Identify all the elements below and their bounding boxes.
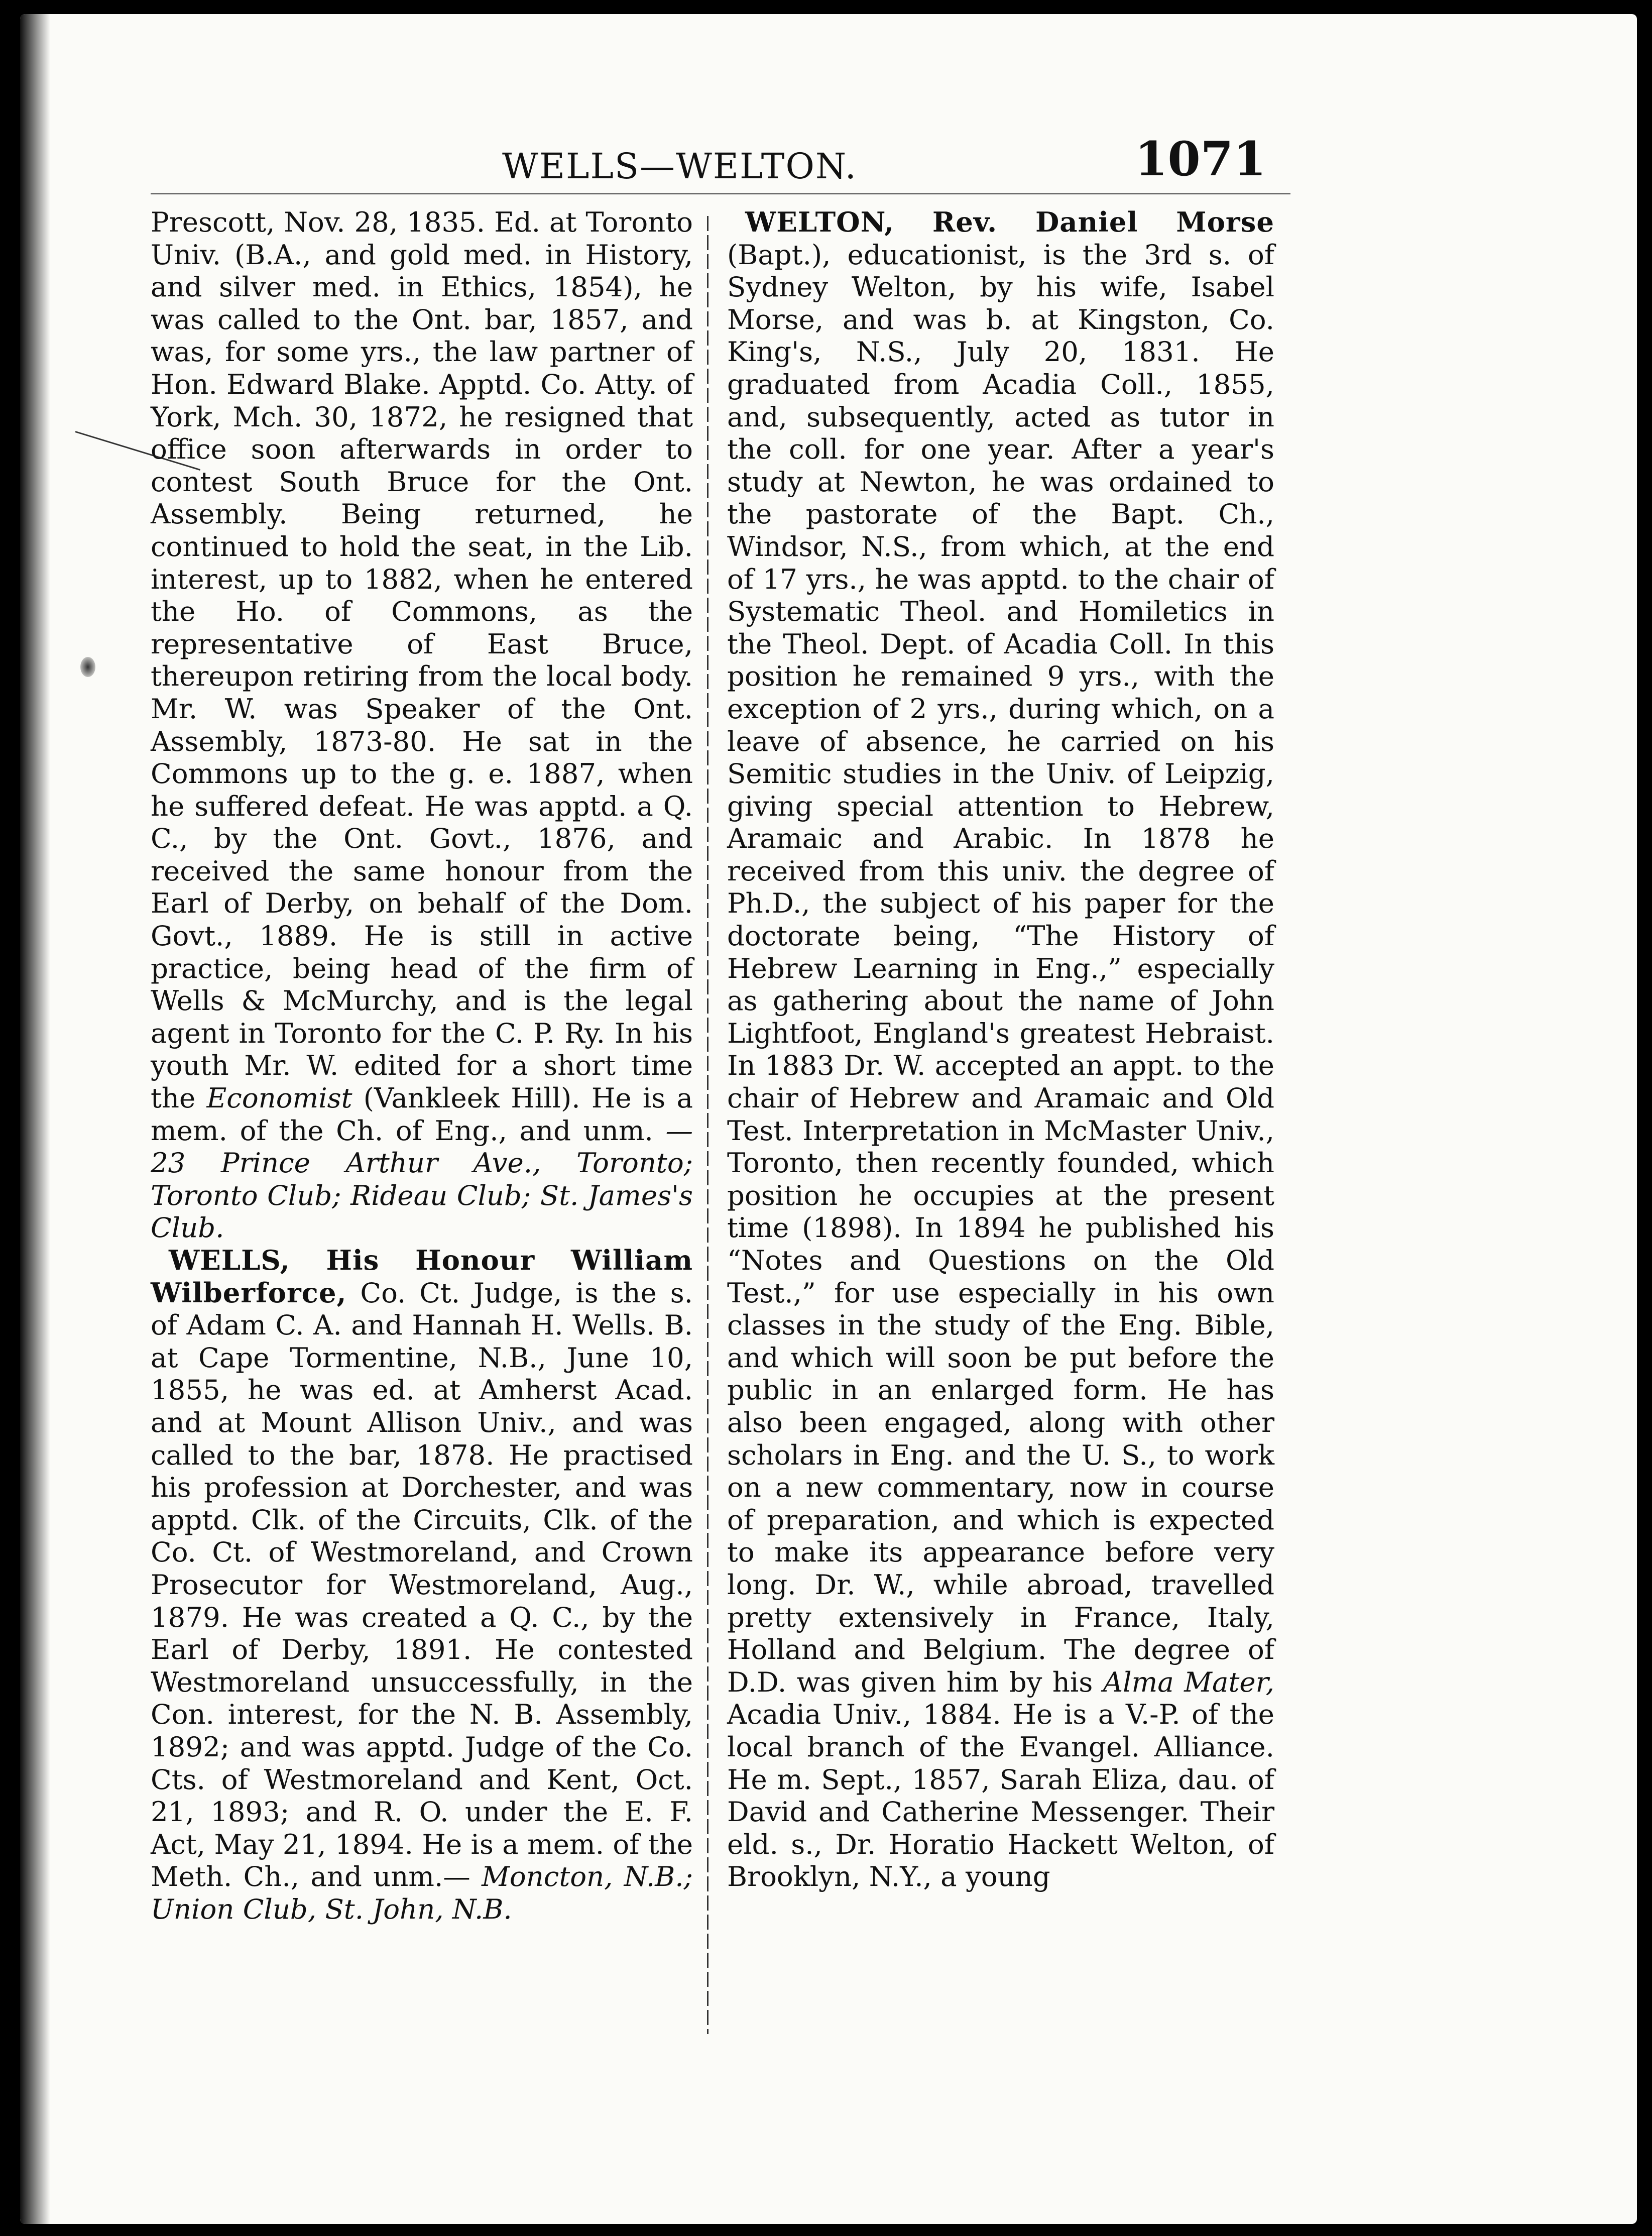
right-column: [727, 206, 1274, 1893]
entry-wells-william: [151, 1244, 693, 1925]
entry-address: —23 Prince Arthur Ave., Toronto; Toronto Club; Rideau Club; St. James's Club.: [151, 1114, 693, 1244]
entry-heading: WELLS, His Honour William Wilberforce,: [151, 1244, 693, 1309]
continued-entry-text-2: (Vankleek Hill). He is a mem. of the Ch. of Eng., and unm.: [151, 1082, 693, 1147]
publication-name: Economist: [206, 1082, 352, 1114]
page-edge-shadow: [20, 14, 50, 2224]
header-rule: [151, 193, 1290, 194]
entry-text: Co. Ct. Judge, is the s. of Adam C. A. and Hannah H. Wells. B. at Cape Tormentine, N.B., June 10, 1855, he was ed. at Amherst Acad. and at Mount Allison Univ., and was called to the bar, 1878. He practised his profession at Dorchester, and was apptd. Clk. of the Circuits, Clk. of the Co. Ct. of Westmoreland, and Crown Prosecutor for Westmoreland, Aug., 1879. He was created a Q. C., by the Earl of Derby, 1891. He contested Westmoreland unsuccessfully, in the Con. interest, for the N. B. Assembly, 1892; and was apptd. Judge of the Co. Cts. of Westmoreland and Kent, Oct. 21, 1893; and R. O. under the E. F. Act, May 21, 1894. He is a mem. of the Meth. Ch., and unm.—: [151, 1276, 693, 1893]
entry-text-2: Acadia Univ., 1884. He is a V.-P. of the local branch of the Evangel. Alliance. He m. Sept., 1857, Sarah Eliza, dau. of David and Catherine Messenger. Their eld. s., Dr. Horatio Hackett Welton, of Brooklyn, N.Y., a young: [727, 1698, 1274, 1893]
entry-address: Moncton, N.B.; Union Club, St. John, N.B.: [151, 1860, 693, 1925]
entry-text: (Bapt.), educationist, is the 3rd s. of Sydney Welton, by his wife, Isabel Morse, and was b. at Kingston, Co. King's, N.S., July 20, 1831. He graduated from Acadia Coll., 1855, and, subsequently, acted as tutor in the coll. for one year. After a year's study at Newton, he was ordained to the pastorate of the Bapt. Ch., Windsor, N.S., from which, at the end of 17 yrs., he was apptd. to the chair of Systematic Theol. and Homiletics in the Theol. Dept. of Acadia Coll. In this position he remained 9 yrs., with the exception of 2 yrs., during which, on a leave of absence, he carried on his Semitic studies in the Univ. of Leipzig, giving special attention to Hebrew, Aramaic and Arabic. In 1878 he received from this univ. the degree of Ph.D., the subject of his paper for the doctorate being, “The History of Hebrew Learning in Eng.,” especially as gathering about the name of John Lightfoot, England's greatest Hebraist. In 1883 Dr. W. accepted an appt. to the chair of Hebrew and Aramaic and Old Test. Interpretation in McMaster Univ., Toronto, then recently founded, which position he occupies at the present time (1898). In 1894 he published his “Notes and Questions on the Old Test.,” for use especially in his own classes in the study of the Eng. Bible, and which will soon be put before the public in an enlarged form. He has also been engaged, along with other scholars in Eng. and the U. S., to work on a new commentary, now in course of preparation, and which is expected to make its appearance before very long. Dr. W., while abroad, travelled pretty extensively in France, Italy, Holland and Belgium. The degree of D.D. was given him by his: [727, 238, 1274, 1698]
continued-entry: [151, 206, 693, 1244]
ink-smudge: [80, 657, 95, 677]
alma-mater-italic: Alma Mater,: [1103, 1665, 1275, 1698]
column-divider: [707, 216, 709, 2034]
left-column: [151, 206, 693, 1925]
running-header: WELLS—WELTON.: [502, 146, 857, 187]
entry-heading: WELTON, Rev. Daniel Morse: [745, 206, 1274, 238]
page-number: 1071: [1135, 132, 1266, 187]
continued-entry-text: Prescott, Nov. 28, 1835. Ed. at Toronto Univ. (B.A., and gold med. in History, and silver med. in Ethics, 1854), he was called to the Ont. bar, 1857, and was, for some yrs., the law partner of Hon. Edward Blake. Apptd. Co. Atty. of York, Mch. 30, 1872, he resigned that office soon afterwards in order to contest South Bruce for the Ont. Assembly. Being returned, he continued to hold the seat, in the Lib. interest, up to 1882, when he entered the Ho. of Commons, as the representative of East Bruce, thereupon retiring from the local body. Mr. W. was Speaker of the Ont. Assembly, 1873-80. He sat in the Commons up to the g. e. 1887, when he suffered defeat. He was apptd. a Q. C., by the Ont. Govt., 1876, and received the same honour from the Earl of Derby, on behalf of the Dom. Govt., 1889. He is still in active practice, being head of the firm of Wells & McMurchy, and is the legal agent in Toronto for the C. P. Ry. In his youth Mr. W. edited for a short time the: [151, 206, 693, 1114]
entry-welton-daniel: [727, 206, 1274, 1893]
